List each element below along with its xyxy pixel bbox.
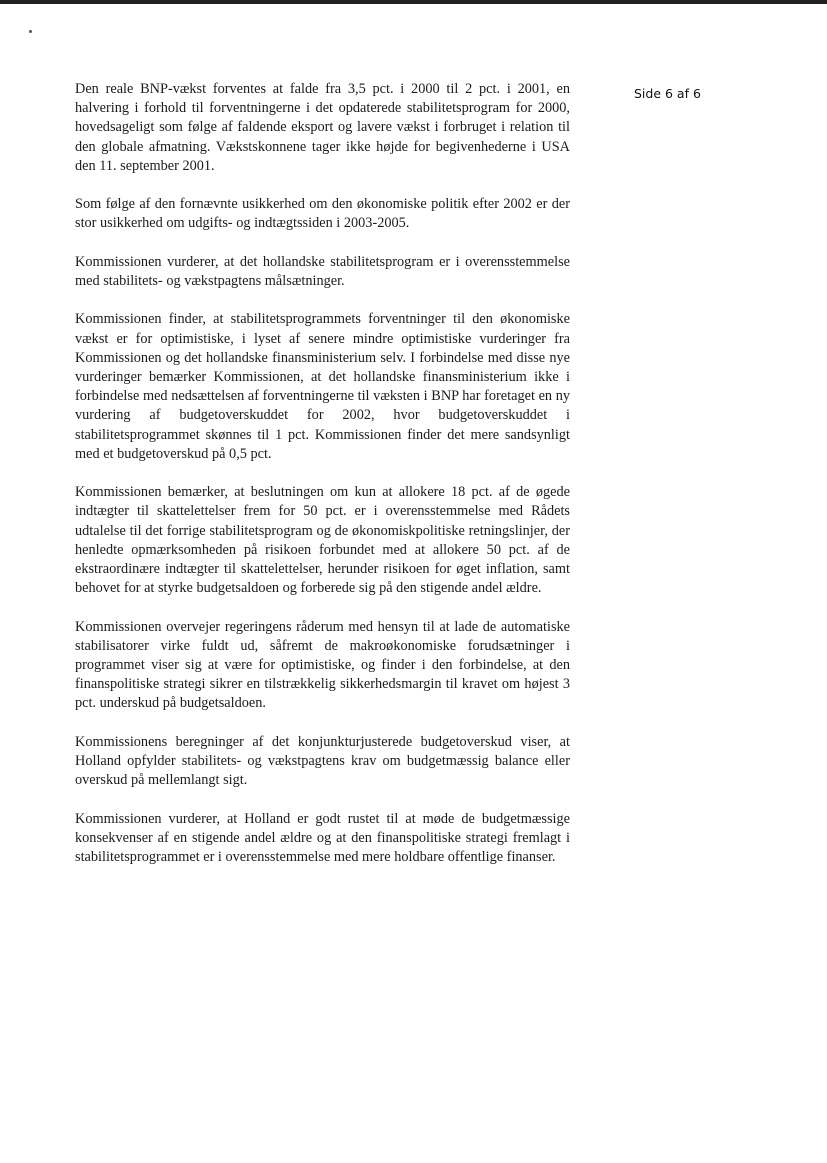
- paragraph-stabilizers: Kommissionen overvejer regeringens råderum med hensyn til at lade de automatiske stabilisatorer virke fuldt ud, såfremt de makroøkonomiske forudsætninger i programmet viser sig at være for optimistiske, og finder i den forbindelse, at den finanspolitiske strategi sikrer en tilstrækkelig sikkerhedsmargin til kravet om højest 3 pct. underskud på budgetsaldoen.: [75, 618, 570, 712]
- scan-speck: [29, 30, 32, 33]
- document-body: [75, 80, 570, 886]
- paragraph-ageing-population: Kommissionen vurderer, at Holland er godt rustet til at møde de budgetmæssige konsekvenser af en stigende andel ældre og at den finanspolitiske strategi fremlagt i stabilitetsprogrammet er i overensstemmelse med mere holdbare offentlige finanser.: [75, 810, 570, 866]
- page-number: Side 6 af 6: [634, 86, 701, 101]
- paragraph-tax-allocation: Kommissionen bemærker, at beslutningen om kun at allokere 18 pct. af de øgede indtægter til skattelettelser frem for 50 pct. er i overensstemmelse med Rådets udtalelse til det forrige stabilitetsprogram og de økonomiskpolitiske retningslinjer, der henledte opmærksomheden på risikoen forbundet med at allokere 50 pct. af de ekstraordinære indtægter til skattelettelser, herunder risikoen for øget inflation, samt behovet for at styrke budgetsaldoen og forberede sig på den stigende andel ældre.: [75, 484, 570, 597]
- paragraph-compliance: Kommissionen vurderer, at det hollandske stabilitetsprogram er i overensstemmelse med stabilitets- og vækstpagtens målsætninger.: [75, 253, 570, 289]
- top-border-line: [0, 0, 827, 4]
- paragraph-gdp-growth: Den reale BNP-vækst forventes at falde fra 3,5 pct. i 2000 til 2 pct. i 2001, en halvering i forhold til forventningerne i det opdaterede stabilitetsprogram for 2000, hovedsageligt som følge af faldende eksport og lavere vækst i forbruget i relation til den globale afmatning. Vækstskonnene tager ikke højde for begivenhederne i USA den 11. september 2001.: [75, 81, 570, 174]
- paragraph-cyclical-balance: Kommissionens beregninger af det konjunkturjusterede budgetoverskud viser, at Holland opfylder stabilitets- og vækstpagtens krav om budgetmæssig balance eller overskud på mellemlangt sigt.: [75, 733, 570, 789]
- paragraph-growth-forecast: Kommissionen finder, at stabilitetsprogrammets forventninger til den økonomiske vækst er for optimistiske, i lyset af senere mindre optimistiske vurderinger fra Kommissionen og det hollandske finansministerium selv. I forbindelse med disse nye vurderinger bemærker Kommissionen, at det hollandske finansministerium ikke i forbindelse med nedsættelsen af forventningerne til væksten i BNP har foretaget en ny vurdering af budgetoverskuddet for 2002, hvor budgetoverskuddet i stabilitetsprogrammet skønnes til 1 pct. Kommissionen finder det mere sandsynligt med et budgetoverskud på 0,5 pct.: [75, 311, 570, 462]
- paragraph-uncertainty: Som følge af den fornævnte usikkerhed om den økonomiske politik efter 2002 er der stor usikkerhed om udgifts- og indtægtssiden i 2003-2005.: [75, 196, 570, 232]
